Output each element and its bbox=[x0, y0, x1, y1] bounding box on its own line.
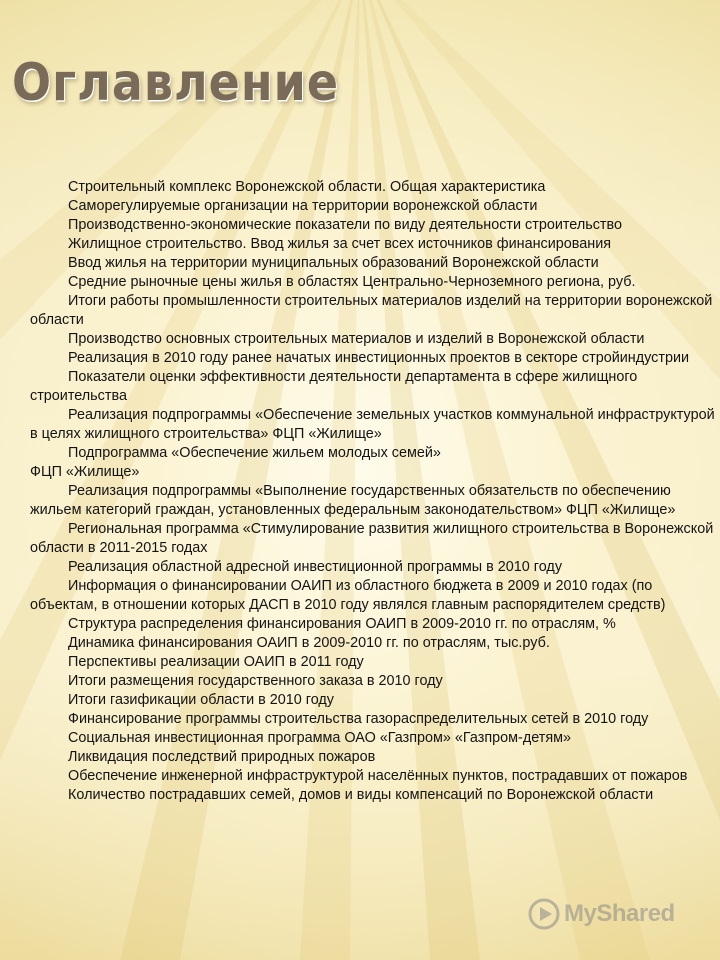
myshared-logo-icon bbox=[528, 898, 560, 930]
toc-item[interactable]: Реализация областной адресной инвестиционной программы в 2010 году bbox=[68, 559, 563, 575]
toc-item[interactable]: Показатели оценки эффективности деятельности департамента в сфере жилищного строительства bbox=[30, 369, 638, 404]
toc-item[interactable]: Итоги работы промышленности строительных материалов изделий на территории воронежской области bbox=[30, 293, 713, 328]
toc-item[interactable]: Социальная инвестиционная программа ОАО «Газпром» «Газпром-детям» bbox=[68, 730, 572, 746]
myshared-watermark bbox=[528, 896, 675, 932]
toc-item[interactable]: Динамика финансирования ОАИП в 2009-2010 гг. по отраслям, тыс.руб. bbox=[68, 635, 550, 651]
toc-item[interactable]: Производственно-экономические показатели по виду деятельности строительство bbox=[68, 217, 622, 233]
toc-item[interactable]: Региональная программа «Стимулирование развития жилищного строительства в Воронежской области в 2011-2015 годах bbox=[30, 521, 714, 556]
toc-item[interactable]: Количество пострадавших семей, домов и виды компенсаций по Воронежской области bbox=[68, 787, 654, 803]
toc-item[interactable]: Реализация подпрограммы «Обеспечение земельных участков коммунальной инфраструктурой в целях жилищного строительства» ФЦП «Жилище» bbox=[30, 407, 715, 442]
toc-item[interactable]: Перспективы реализации ОАИП в 2011 году bbox=[68, 654, 364, 670]
toc-item[interactable]: Информация о финансировании ОАИП из областного бюджета в 2009 и 2010 годах (по объектам, в отношении которых ДАСП в 2010 году являлся главным распорядителем средств) bbox=[30, 578, 666, 613]
toc-item[interactable]: Подпрограмма «Обеспечение жильем молодых семей» bbox=[68, 445, 441, 461]
toc-item[interactable]: Средние рыночные цены жилья в областях Центрально-Черноземного региона, руб. bbox=[68, 274, 636, 290]
toc-item[interactable]: Ввод жилья на территории муниципальных образований Воронежской области bbox=[68, 255, 599, 271]
toc-item[interactable]: Итоги размещения государственного заказа в 2010 году bbox=[68, 673, 443, 689]
toc-item[interactable]: Саморегулируемые организации на территории воронежской области bbox=[68, 198, 538, 214]
toc-item[interactable]: Финансирование программы строительства газораспределительных сетей в 2010 году bbox=[68, 711, 649, 727]
watermark-text: MyShared bbox=[564, 900, 675, 927]
table-of-contents bbox=[30, 178, 716, 805]
toc-item[interactable]: Структура распределения финансирования ОАИП в 2009-2010 гг. по отраслям, % bbox=[68, 616, 616, 632]
toc-item[interactable]: Ликвидация последствий природных пожаров bbox=[68, 749, 376, 765]
toc-item[interactable]: Итоги газификации области в 2010 году bbox=[68, 692, 334, 708]
toc-item[interactable]: Строительный комплекс Воронежской области. Общая характеристика bbox=[68, 179, 546, 195]
page-title: Оглавление bbox=[12, 52, 340, 113]
toc-item[interactable]: Реализация подпрограммы «Выполнение государственных обязательств по обеспечению жильем категорий граждан, установленных федеральным законодательством» ФЦП «Жилище» bbox=[30, 483, 676, 518]
toc-item[interactable]: Жилищное строительство. Ввод жилья за счет всех источников финансирования bbox=[68, 236, 612, 252]
toc-item[interactable]: Реализация в 2010 году ранее начатых инвестиционных проектов в секторе стройиндустрии bbox=[68, 350, 690, 366]
toc-item[interactable]: Обеспечение инженерной инфраструктурой населённых пунктов, пострадавших от пожаров bbox=[68, 768, 688, 784]
toc-item[interactable]: Производство основных строительных материалов и изделий в Воронежской области bbox=[68, 331, 645, 347]
toc-item[interactable]: ФЦП «Жилище» bbox=[30, 464, 140, 480]
